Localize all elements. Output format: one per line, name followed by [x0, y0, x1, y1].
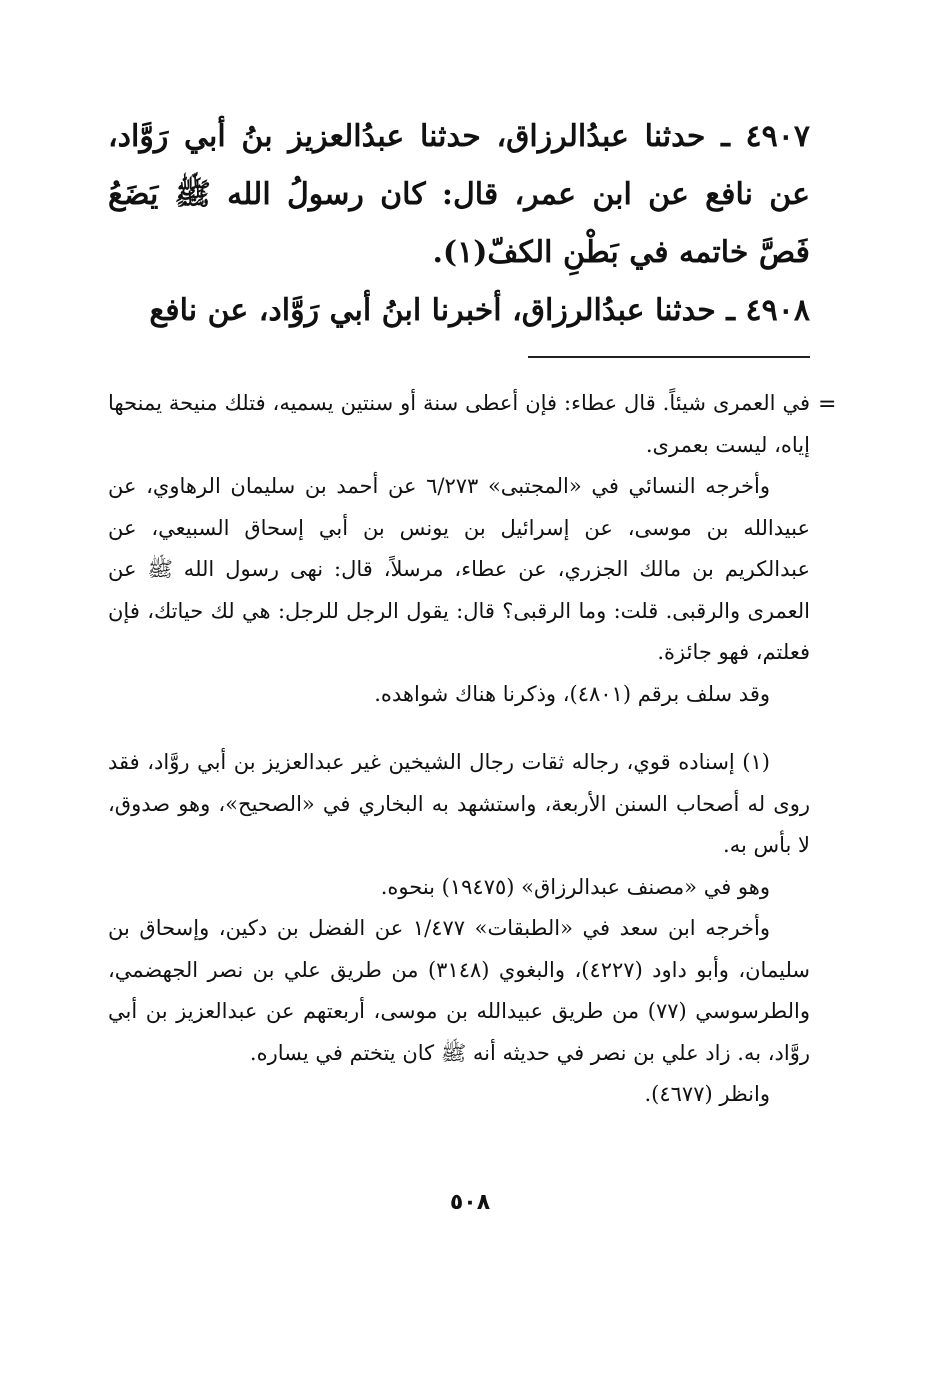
footnote-paragraph: وانظر (٤٦٧٧). [644, 1082, 770, 1106]
footnote-paragraph: وأخرجه ابن سعد في «الطبقات» ١/٤٧٧ عن الفضل بن دكين، وإسحاق بن سليمان، وأبو داود (٤٢٢٧)، والبغوي (٣١٤٨) من طريق علي بن نصر الجهضمي، والطرسوسي (٧٧) من طريق عبيدالله بن موسى، أربعتهم عن عبدالعزيز بن أبي روَّاد، به. زاد علي بن نصر في حديثه أنه ﷺ كان يتختم في يساره. [108, 916, 811, 1065]
continued-paragraph: وأخرجه النسائي في «المجتبى» ٦/٢٧٣ عن أحمد بن سليمان الرهاوي، عن عبيدالله بن موسى، عن إسرائيل بن يونس بن أبي إسحاق السبيعي، عن عبدالكريم بن مالك الجزري، عن عطاء، مرسلاً، قال: نهى رسول الله ﷺ عن العمرى والرقبى. قلت: وما الرقبى؟ قال: يقول الرجل للرجل: هي لك حياتك، فإن فعلتم، فهو جائزة. [108, 474, 810, 664]
footnote-1 [108, 742, 810, 1116]
page-number: ٥٠٨ [449, 1190, 491, 1215]
footnote-paragraph: (١) إسناده قوي، رجاله ثقات رجال الشيخين غير عبدالعزيز بن أبي روَّاد، فقد روى له أصحاب السنن الأربعة، واستشهد به البخاري في «الصحيح»، وهو صدوق، لا بأس به. [108, 750, 810, 857]
footnote-paragraph: وهو في «مصنف عبدالرزاق» (١٩٤٧٥) بنحوه. [380, 874, 770, 899]
footnote-separator [528, 356, 810, 358]
continued-footnote [108, 383, 810, 715]
continued-paragraph: في العمرى شيئاً. قال عطاء: فإن أعطى سنة أو سنتين يسميه، فتلك منيحة يمنحها إياه، ليست بعمرى. [108, 391, 810, 457]
continuation-mark: = [818, 392, 837, 417]
hadith-4907: ٤٩٠٧ ـ حدثنا عبدُالرزاق، حدثنا عبدُالعزيز بنُ أبي رَوَّاد، عن نافع عن ابن عمر، قال: كان رسولُ الله ﷺ يَضَعُ فَصَّ خاتمه في بَطْنِ الكفّ(١). [108, 119, 810, 270]
continued-paragraph: وقد سلف برقم (٤٨٠١)، وذكرنا هناك شواهده. [374, 681, 770, 706]
hadith-4908: ٤٩٠٨ ـ حدثنا عبدُالرزاق، أخبرنا ابنُ أبي رَوَّاد، عن نافع [149, 293, 810, 328]
